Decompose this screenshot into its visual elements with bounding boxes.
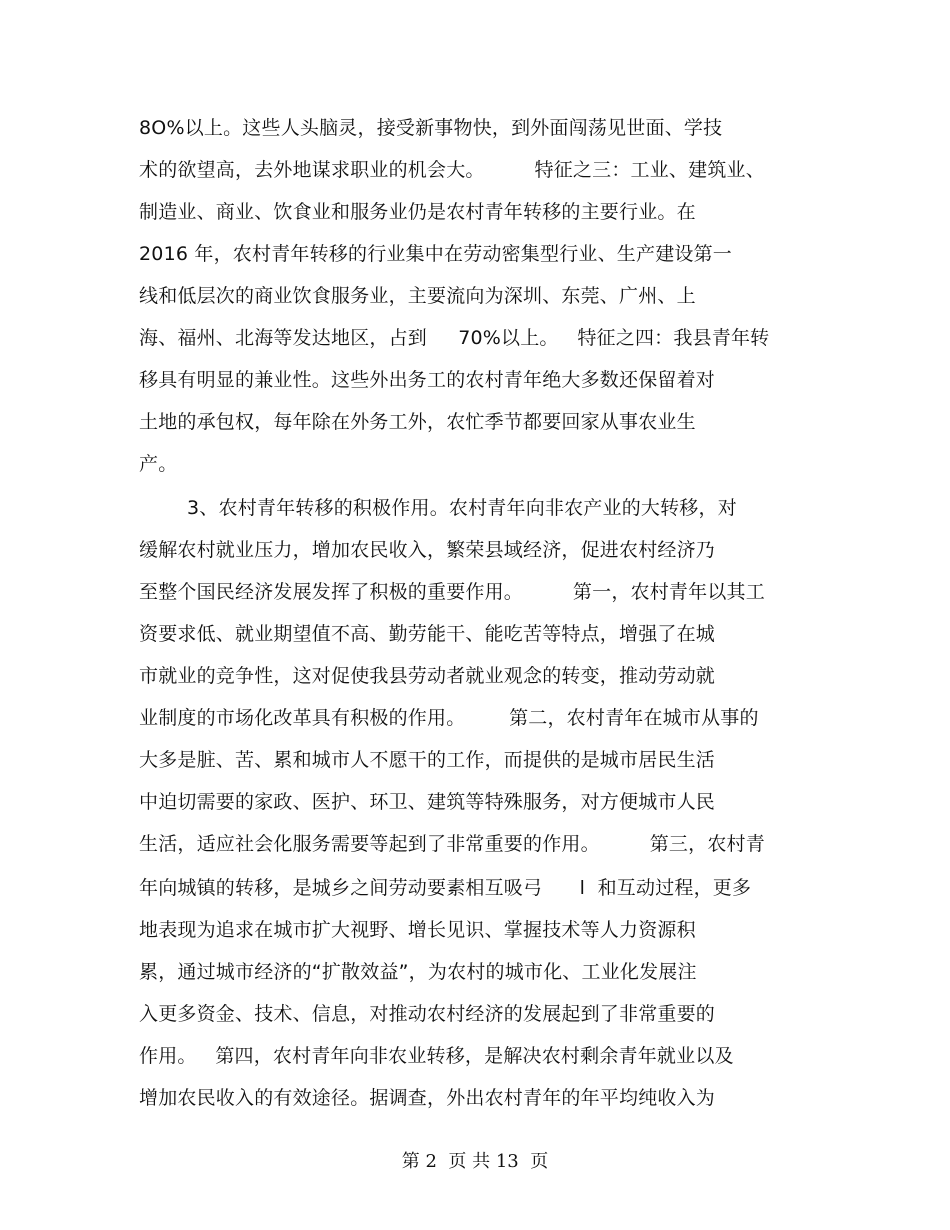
text-line: 线和低层次的商业饮食服务业，主要流向为深圳、东莞、广州、上 (139, 285, 696, 307)
text-line: 资要求低、就业期望值不高、勤劳能干、能吃苦等特点，增强了在城 (139, 623, 716, 645)
text-line: 土地的承包权，每年除在外务工外，农忙季节都要回家从事农业生 (139, 411, 696, 433)
text-line: 业制度的市场化改革具有积极的作用。 第二，农村青年在城市从事的 (139, 707, 759, 729)
text-line: 至整个国民经济发展发挥了积极的重要作用。 第一，农村青年以其工 (139, 581, 765, 603)
text-line: 术的欲望高，去外地谋求职业的机会大。 特征之三：工业、建筑业、 (139, 159, 765, 181)
text-line: 增加农民收入的有效途径。据调查，外出农村青年的年平均纯收入为 (139, 1087, 716, 1109)
text-line: 2016 年，农村青年转移的行业集中在劳动密集型行业、生产建设第一 (139, 243, 732, 265)
text-line: 地表现为追求在城市扩大视野、增长见识、掌握技术等人力资源积 (139, 919, 696, 941)
text-line: 作用。 第四，农村青年向非农业转移，是解决农村剩余青年就业以及 (139, 1045, 734, 1067)
text-line: 累，通过城市经济的“扩散效益”，为农村的城市化、工业化发展注 (139, 961, 697, 983)
text-line: 制造业、商业、饮食业和服务业仍是农村青年转移的主要行业。在 (139, 201, 696, 223)
paragraph-start-line: 3、农村青年转移的积极作用。农村青年向非农产业的大转移，对 (187, 497, 737, 519)
text-line: 大多是脏、苦、累和城市人不愿干的工作，而提供的是城市居民生活 (139, 749, 716, 771)
text-line: 市就业的竞争性，这对促使我县劳动者就业观念的转变，推动劳动就 (139, 665, 716, 687)
text-line: 海、福州、北海等发达地区，占到 70%以上。 特征之四：我县青年转 (139, 327, 770, 349)
text-line: 移具有明显的兼业性。这些外出务工的农村青年绝大多数还保留着对 (139, 369, 716, 391)
text-line: 入更多资金、技术、信息，对推动农村经济的发展起到了非常重要的 (139, 1003, 716, 1025)
text-line: 缓解农村就业压力，增加农民收入，繁荣县域经济，促进农村经济乃 (139, 539, 716, 561)
text-line: 年向城镇的转移，是城乡之间劳动要素相互吸弓 l 和互动过程，更多 (139, 877, 752, 899)
text-line: 生活，适应社会化服务需要等起到了非常重要的作用。 第三，农村青 (139, 833, 765, 855)
text-line: 8O%以上。这些人头脑灵，接受新事物快，到外面闯荡见世面、学技 (139, 117, 723, 139)
text-line: 产。 (139, 453, 178, 475)
text-line: 中迫切需要的家政、医护、环卫、建筑等特殊服务，对方便城市人民 (139, 791, 716, 813)
page-number-footer: 第 2 页 共 13 页 (401, 1151, 549, 1172)
